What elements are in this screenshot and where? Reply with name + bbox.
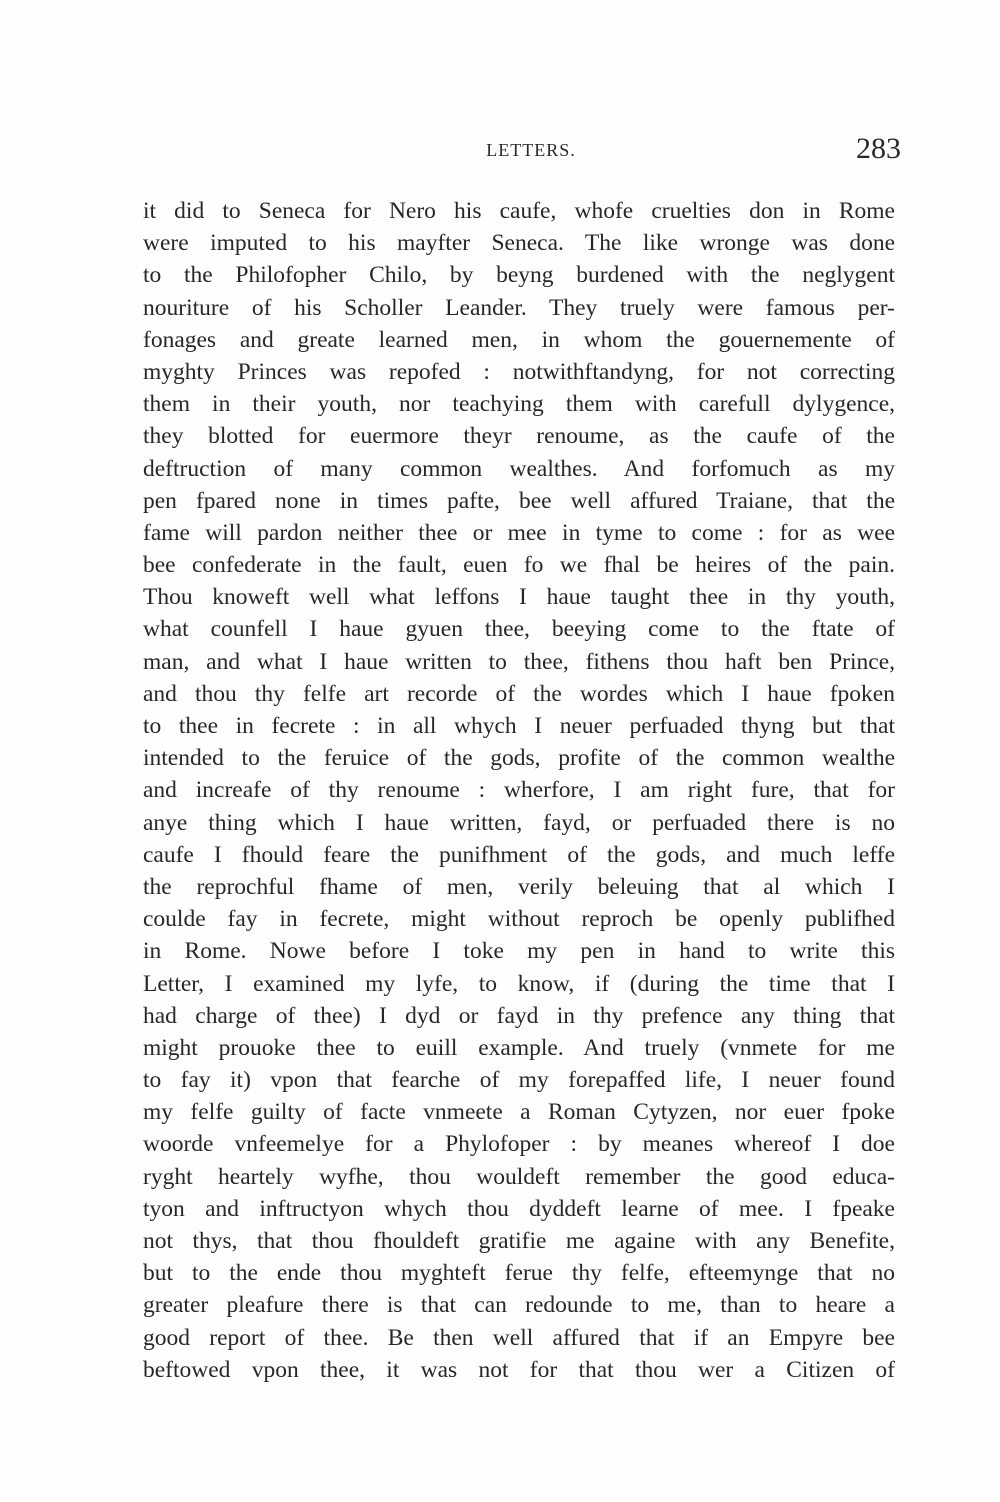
text-line: it did to Seneca for Nero his caufe, whofe cruelties don in Rome (143, 198, 895, 224)
text-line: caufe I fhould feare the punifhment of the gods, and much leffe (143, 841, 895, 868)
text-line: woorde vnfeemelye for a Phylofoper : by meanes whereof I doe (143, 1131, 895, 1158)
text-line: the reprochful fhame of men, verily beleuing that al which I (143, 873, 895, 900)
text-line: but to the ende thou myghteft ferue thy felfe, efteemynge that no (143, 1260, 895, 1287)
text-line: intended to the feruice of the gods, profite of the common wealthe (143, 745, 895, 772)
text-line: Letter, I examined my lyfe, to know, if (during the time that I (143, 970, 895, 997)
text-line: beftowed vpon thee, it was not for that thou wer a Citizen of (143, 1356, 895, 1383)
text-line: good report of thee. Be then well affured that if an Empyre bee (143, 1324, 895, 1351)
text-line: to the Philofopher Chilo, by beyng burdened with the neglygent (143, 262, 895, 289)
text-line: fame will pardon neither thee or mee in tyme to come : for as wee (143, 519, 895, 546)
text-line: had charge of thee) I dyd or fayd in thy prefence any thing that (143, 1002, 895, 1029)
text-line: deftruction of many common wealthes. And forfomuch as my (143, 455, 895, 482)
text-line: anye thing which I haue written, fayd, or perfuaded there is no (143, 809, 895, 836)
text-line: they blotted for euermore theyr renoume, as the caufe of the (143, 423, 895, 450)
text-line: to fay it) vpon that fearche of my forepaffed life, I neuer found (143, 1067, 895, 1094)
text-line: what counfell I haue gyuen thee, beeying come to the ftate of (143, 616, 895, 643)
text-line: ryght heartely wyfhe, thou wouldeft remember the good educa- (143, 1163, 895, 1190)
text-line: Thou knoweft well what leffons I haue taught thee in thy youth, (143, 584, 895, 611)
text-line: might prouoke thee to euill example. And truely (vnmete for me (143, 1034, 895, 1061)
text-line: to thee in fecrete : in all whych I neuer perfuaded thyng but that (143, 713, 895, 739)
page-header (143, 132, 903, 172)
text-line: in Rome. Nowe before I toke my pen in hand to write this (143, 938, 895, 965)
running-head: LETTERS. (486, 140, 576, 160)
body-text (143, 195, 895, 1386)
text-line: not thys, that thou fhouldeft gratifie me againe with any Benefite, (143, 1228, 895, 1254)
text-line: tyon and inftructyon whych thou dyddeft learne of mee. I fpeake (143, 1195, 895, 1222)
text-line: bee confederate in the fault, euen fo we fhal be heires of the pain. (143, 552, 895, 579)
text-line: my felfe guilty of facte vnmeete a Roman Cytyzen, nor euer fpoke (143, 1099, 895, 1126)
text-line: were imputed to his mayfter Seneca. The like wronge was done (143, 230, 895, 257)
text-line: and increafe of thy renoume : wherfore, I am right fure, that for (143, 777, 895, 804)
text-line: nouriture of his Scholler Leander. They truely were famous per- (143, 294, 895, 321)
text-line: greater pleafure there is that can redounde to me, than to heare a (143, 1292, 895, 1319)
page-number: 283 (856, 132, 901, 165)
text-line: coulde fay in fecrete, might without reproch be openly publifhed (143, 906, 895, 933)
text-line: pen fpared none in times pafte, bee well affured Traiane, that the (143, 487, 895, 514)
text-line: man, and what I haue written to thee, fithens thou haft ben Prince, (143, 648, 895, 675)
text-line: fonages and greate learned men, in whom the gouernemente of (143, 326, 895, 353)
text-line: myghty Princes was repofed : notwithftandyng, for not correcting (143, 358, 895, 385)
text-line: them in their youth, nor teachying them with carefull dylygence, (143, 391, 895, 418)
text-line: and thou thy felfe art recorde of the wordes which I haue fpoken (143, 680, 895, 707)
